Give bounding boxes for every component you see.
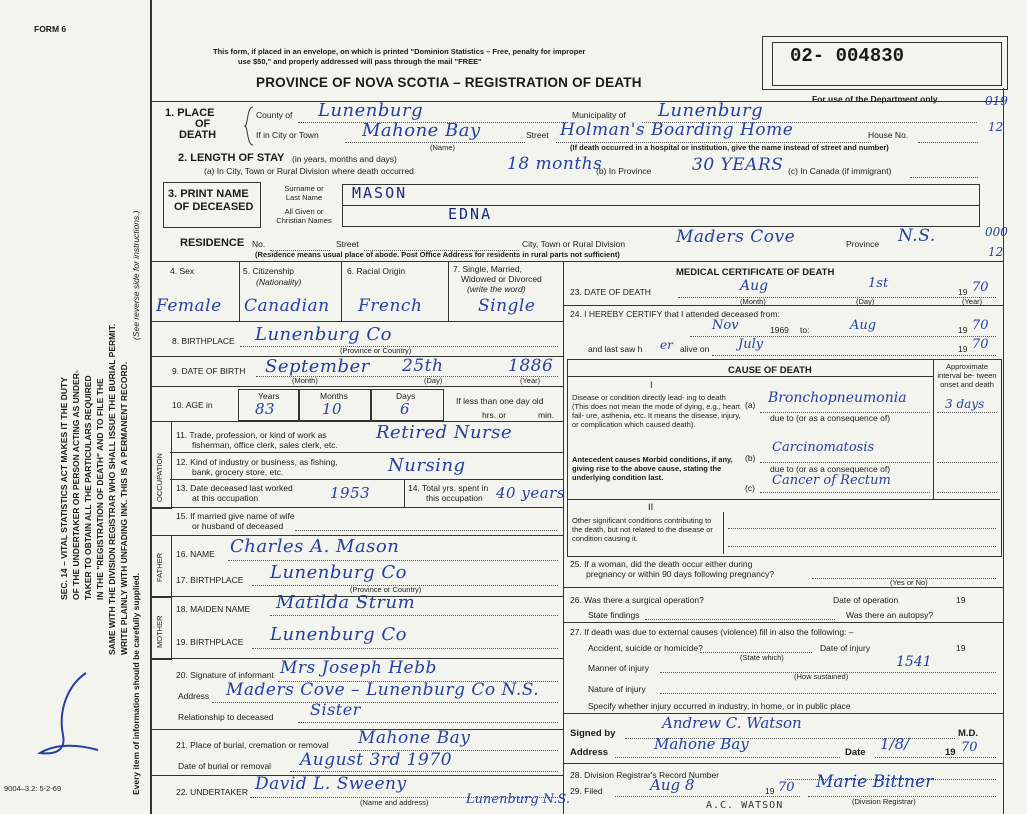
attended-from-month: Nov <box>712 318 739 333</box>
death-year-prefix: 19 <box>958 287 968 297</box>
state-findings-label: State findings <box>588 610 640 620</box>
age-label: 10. AGE in <box>172 400 213 410</box>
mother-birthplace-value: Lunenburg Co <box>270 624 407 645</box>
sex-value: Female <box>156 296 222 316</box>
racial-label: 6. Racial Origin <box>347 266 406 276</box>
filed-line <box>615 796 800 797</box>
due-to-a: due to (or as a consequence of) <box>770 413 891 423</box>
margin-divider <box>150 0 152 814</box>
death-month: Aug <box>740 278 769 294</box>
interval-divider <box>933 359 934 499</box>
cert-date-value: 1/8/ <box>880 735 910 753</box>
citizenship-label: 5. Citizenship <box>243 266 295 276</box>
county-value: Lunenburg <box>318 100 424 121</box>
side-text-bottom: Every item of information should be carefully supplied. <box>131 573 141 795</box>
father-birthplace-hint: (Province or Country) <box>350 585 422 594</box>
marital-label: 7. Single, Married, Widowed or Divorced (write the word) <box>453 264 542 294</box>
filed-value: Aug 8 <box>650 776 695 794</box>
last-saw-year: 70 <box>972 337 989 352</box>
sex-label: 4. Sex <box>170 266 195 276</box>
side-text-line6: WRITE PLAINLY WITH UNFADING INK. THIS IS A PERMANENT RECORD. <box>119 361 129 655</box>
mother-maiden-line <box>270 615 558 616</box>
dept-code-3: 000 <box>985 225 1008 239</box>
accident-label: Accident, suicide or homicide? <box>588 643 703 653</box>
burial-date-label: Date of burial or removal <box>178 761 272 771</box>
col-div-1 <box>239 261 240 321</box>
other-divider <box>723 512 724 554</box>
relationship-value: Sister <box>310 700 361 719</box>
antecedent-label: Antecedent causes Morbid conditions, if any, giving rise to the above cause, stating the underlying condition last. <box>572 455 733 482</box>
surname-label: Surname or Last Name <box>284 184 324 202</box>
mother-maiden-label: 18. MAIDEN NAME <box>176 604 251 614</box>
attended-to-month: Aug <box>850 318 877 333</box>
racial-value: French <box>358 296 423 316</box>
signed-by-label: Signed by <box>570 728 616 739</box>
stay-c-label: (c) In Canada (if immigrant) <box>788 166 892 176</box>
top-rule <box>150 101 1003 102</box>
side-text-line3: TAKER TO OBTAIN ALL THE PARTICULARS REQUIRED <box>83 375 93 600</box>
attended-line <box>690 336 996 337</box>
attended-to-year: 70 <box>972 318 989 333</box>
signed-by-value: Andrew C. Watson <box>662 714 802 732</box>
nature-label: Nature of injury <box>588 684 646 694</box>
residence-province-value: N.S. <box>898 226 936 246</box>
birthplace-label: 8. BIRTHPLACE <box>172 336 235 346</box>
row-rule-3 <box>150 386 563 387</box>
relationship-label: Relationship to deceased <box>178 712 274 722</box>
age-months-value: 10 <box>322 400 343 418</box>
informant-label: 20. Signature of informant <box>176 670 274 680</box>
q11-label: 11. Trade, profession, or kind of work as fisherman, office clerk, sales clerk, etc. <box>176 430 338 450</box>
death-date-line <box>678 297 996 298</box>
residence-division-value: Maders Cove <box>676 227 796 247</box>
cause-b-value: Carcinomatosis <box>772 440 875 455</box>
specify-label: Specify whether injury occurred in industry, in home, or in public place <box>588 701 851 711</box>
form-number: FORM 6 <box>34 24 67 34</box>
q14-value: 40 years <box>496 484 566 502</box>
mother-maiden-value: Matilda Strum <box>276 592 416 613</box>
q25-label2: pregnancy or within 90 days following pregnancy? <box>586 569 775 579</box>
father-birthplace-value: Lunenburg Co <box>270 562 407 583</box>
attended-to-label: to: <box>800 325 810 335</box>
q24-label: 24. I HEREBY CERTIFY that I attended deceased from: <box>570 309 780 319</box>
stay-c-line <box>910 177 978 178</box>
row-rule-5 <box>150 507 563 508</box>
undertaker-hint: (Name and address) <box>360 798 429 807</box>
how-sustained-hint: (How sustained) <box>794 672 849 681</box>
informant-signature: Mrs Joseph Hebb <box>280 658 437 678</box>
q27-label: 27. If death was due to external causes (violence) fill in also the following: – <box>570 627 854 637</box>
stay-b-label: (b) In Province <box>596 166 652 176</box>
filed-year: 70 <box>778 780 795 795</box>
nature-line <box>660 693 996 694</box>
due-to-b: due to (or as a consequence of) <box>770 464 891 474</box>
form-code: 9004–3.2: 5-2-69 <box>4 784 62 793</box>
dob-year-hint: (Year) <box>520 376 541 385</box>
notice-line1: This form, if placed in an envelope, on which is printed "Dominion Statistics – Free, penalty for improper <box>213 47 586 56</box>
last-saw-label: and last saw h <box>588 344 643 354</box>
father-side-label: FATHER <box>155 552 164 582</box>
occ-rule-2 <box>170 479 563 480</box>
attended-to-year-prefix: 19 <box>958 325 968 335</box>
death-day: 1st <box>868 276 889 291</box>
last-saw-year-prefix: 19 <box>958 344 968 354</box>
cause-b-letter: (b) <box>745 453 756 463</box>
dob-month-hint: (Month) <box>292 376 318 385</box>
q13-value: 1953 <box>330 484 371 502</box>
roman-two: II <box>648 502 654 513</box>
side-text-italic: (See reverse side for instructions.) <box>131 210 141 340</box>
op-date-label: Date of operation <box>833 595 899 605</box>
citizenship-hint: (Nationality) <box>256 277 302 287</box>
residence-hint: (Residence means usual place of abode. Post Office Address for residents in rural parts not sufficient) <box>255 250 620 259</box>
manner-label: Manner of injury <box>588 663 649 673</box>
age-months-label: Months <box>320 391 348 401</box>
father-name-label: 16. NAME <box>176 549 215 559</box>
side-text-line5: SAME WITH THE DIVISION REGISTRAR WHO SHALL ISSUE THE BURIAL PERMIT. <box>107 323 117 655</box>
burial-date-line <box>290 771 558 772</box>
place-label: 1. PLACE OF DEATH <box>165 107 217 141</box>
informant-address-line <box>212 702 558 703</box>
house-line <box>918 142 978 143</box>
autopsy-label: Was there an autopsy? <box>846 610 934 620</box>
dob-day-hint: (Day) <box>424 376 443 385</box>
interval-c-line <box>937 492 997 493</box>
age-years-value: 83 <box>255 400 276 418</box>
q23-label: 23. DATE OF DEATH <box>570 287 651 297</box>
med-rule-1 <box>563 305 1003 306</box>
other-conditions-label: Other significant conditions contributing to the death, but not related to the disease or condition causing it. <box>572 516 713 543</box>
city-value: Mahone Bay <box>362 120 481 141</box>
stay-label: 2. LENGTH OF STAY <box>178 152 285 164</box>
findings-line <box>645 619 835 620</box>
death-year: 70 <box>972 280 989 295</box>
given-label: All Given or Christian Names <box>276 207 332 225</box>
age-years-label: Years <box>258 391 280 401</box>
alive-on-label: alive on <box>680 344 710 354</box>
dept-code-2: 12 <box>988 120 1004 134</box>
age-days-label: Days <box>396 391 416 401</box>
notice-line2: use $50," and properly addressed will pass through the mail "FREE" <box>238 57 482 66</box>
section-rule <box>150 261 1003 262</box>
cause-c-line <box>760 492 930 493</box>
given-box <box>342 205 980 227</box>
side-text-line4: IN THE "REGISTRATION OF DEATH" AND TO FILE THE <box>95 378 105 600</box>
occ-col-div <box>404 479 405 507</box>
cert-date-label: Date <box>845 747 866 758</box>
cause-title: CAUSE OF DEATH <box>728 365 812 376</box>
father-name-value: Charles A. Mason <box>230 536 400 557</box>
attended-from-year: 1969 <box>770 325 789 335</box>
row-rule-1 <box>150 321 563 322</box>
informant-address: Maders Cove – Lunenburg Co N.S. <box>226 680 540 700</box>
age-days-value: 6 <box>400 400 411 418</box>
page-title: PROVINCE OF NOVA SCOTIA – REGISTRATION OF DEATH <box>256 75 642 90</box>
relationship-line <box>298 722 558 723</box>
death-year-hint: (Year) <box>962 297 983 306</box>
cause-c-letter: (c) <box>745 483 755 493</box>
hospital-hint: (If death occurred in a hospital or institution, give the name instead of street and number) <box>570 143 889 152</box>
residence-division-label: City, Town or Rural Division <box>522 239 626 249</box>
q14-label: 14. Total yrs. spent in this occupation <box>408 483 489 503</box>
occ-rule-1 <box>170 452 563 453</box>
q29-label: 29. Filed <box>570 786 603 796</box>
residence-street-label: Street <box>336 239 359 249</box>
father-name-line <box>228 560 558 561</box>
col-div-3 <box>448 261 449 321</box>
cert-date-year: 70 <box>961 740 978 755</box>
q25-label1: 25. If a woman, did the death occur either during <box>570 559 753 569</box>
med-rule-2 <box>563 587 1003 588</box>
q12-label: 12. Kind of industry or business, as fishing, bank, grocery store, etc. <box>176 457 338 477</box>
last-saw-month: July <box>738 337 764 352</box>
registrar-initial-mark <box>28 665 108 765</box>
q13-label: 13. Date deceased last worked at this occupation <box>176 483 293 503</box>
manner-value: 1541 <box>896 654 932 670</box>
occupation-side-label: OCCUPATION <box>155 453 164 502</box>
spouse-label: 15. If married give name of wife or husband of deceased <box>176 511 295 531</box>
dob-year: 1886 <box>508 356 554 376</box>
undertaker-label: 22. UNDERTAKER <box>176 787 248 797</box>
death-month-hint: (Month) <box>740 297 766 306</box>
yes-no-hint: (Yes or No) <box>890 578 928 587</box>
mother-birthplace-line <box>252 648 558 649</box>
interval-b-line <box>937 462 997 463</box>
burial-place-label: 21. Place of burial, cremation or removal <box>176 740 329 750</box>
dept-code-1: 019 <box>985 94 1008 108</box>
filed-year-prefix: 19 <box>765 786 775 796</box>
dept-code-4: 12 <box>988 245 1004 259</box>
division-registrar-label: (Division Registrar) <box>852 797 916 806</box>
house-label: House No. <box>868 130 909 140</box>
q28-label: 28. Division Registrar's Record Number <box>570 770 720 780</box>
hrs-label: hrs. or <box>482 410 507 420</box>
injury-date-label: Date of injury <box>820 643 871 653</box>
residence-province-label: Province <box>846 239 880 249</box>
interval-label: Approximate interval be- tween onset and death <box>937 362 997 389</box>
stay-hint: (in years, months and days) <box>292 154 397 164</box>
cause-a-value: Bronchopneumonia <box>768 390 907 406</box>
burial-date-value: August 3rd 1970 <box>300 750 453 770</box>
med-rule-3 <box>563 622 1003 623</box>
birthplace-value: Lunenburg Co <box>255 324 392 345</box>
roman-one: I <box>650 380 653 391</box>
row-rule-9 <box>150 729 563 730</box>
dob-month: September <box>265 356 370 377</box>
cert-date-year-prefix: 19 <box>945 747 956 758</box>
medical-title: MEDICAL CERTIFICATE OF DEATH <box>676 267 835 278</box>
registration-number: 02- 004830 <box>790 45 905 67</box>
col-div-2 <box>341 261 342 321</box>
informant-address-label: Address <box>178 691 210 701</box>
stay-a-label: (a) In City, Town or Rural Division where death occurred <box>204 166 414 176</box>
cert-address-label: Address <box>570 747 609 758</box>
min-label: min. <box>538 410 555 420</box>
surname-box <box>342 184 980 206</box>
street-value: Holman's Boarding Home <box>560 120 794 140</box>
marital-value: Single <box>478 296 536 316</box>
registrar-signature: Marie Bittner <box>816 772 934 792</box>
municipality-label: Municipality of <box>572 110 626 120</box>
cause-a-interval: 3 days <box>945 397 985 411</box>
middle-divider <box>563 261 564 814</box>
other-line-2 <box>728 546 996 547</box>
cert-date-line <box>875 757 996 758</box>
cert-address-line <box>615 757 840 758</box>
stay-b-value: 30 YEARS <box>692 155 784 175</box>
county-label: County of <box>256 110 293 120</box>
cause-c-value: Cancer of Rectum <box>772 473 891 488</box>
cause-title-rule <box>568 376 933 377</box>
mother-side-label: MOTHER <box>155 615 164 648</box>
med-rule-5 <box>563 763 1003 764</box>
right-border <box>1003 88 1004 814</box>
citizenship-value: Canadian <box>244 296 330 316</box>
street-label: Street <box>526 130 549 140</box>
state-which-hint: (State which) <box>740 653 784 662</box>
last-saw-line <box>712 355 996 356</box>
place-brace <box>244 106 254 146</box>
cause-a-letter: (a) <box>745 400 756 410</box>
city-label: If in City or Town <box>256 130 319 140</box>
side-text-line1: SEC. 14 – VITAL STATISTICS ACT MAKES IT THE DUTY <box>59 377 69 600</box>
undertaker-value: David L. Sweeny <box>255 774 407 794</box>
deceased-name-label: 3. PRINT NAME OF DECEASED <box>168 188 254 213</box>
birthplace-hint: (Province or Country) <box>340 346 412 355</box>
direct-cause-label: Disease or condition directly lead- ing to death (This does not mean the mode of dying, e.g., heart fail- ure, asthenia, etc. It means the disease, injury, or complication which caused death). <box>572 393 741 429</box>
cert-address-value: Mahone Bay <box>654 735 749 753</box>
md-label: M.D. <box>958 728 979 739</box>
given-value: EDNA <box>448 205 493 223</box>
other-line-1 <box>728 528 996 529</box>
injury-year: 19 <box>956 643 966 653</box>
dob-day: 25th <box>402 356 444 376</box>
mother-birthplace-label: 19. BIRTHPLACE <box>176 637 244 647</box>
interval-a-line <box>937 412 997 413</box>
cause-b-line <box>760 462 930 463</box>
surname-value: MASON <box>352 184 408 202</box>
undertaker-address: Lunenburg N.S. <box>466 792 571 807</box>
dob-label: 9. DATE OF BIRTH <box>172 366 246 376</box>
dept-use-label: For use of the Department only <box>812 94 938 104</box>
side-text-line2: OF THE UNDERTAKER OR PERSON ACTING AS UNDER- <box>71 370 81 600</box>
q11-value: Retired Nurse <box>376 422 513 443</box>
stay-a-value: 18 months <box>507 154 603 174</box>
municipality-value: Lunenburg <box>658 100 764 121</box>
father-birthplace-label: 17. BIRTHPLACE <box>176 575 244 585</box>
spouse-line <box>295 530 557 531</box>
burial-place-value: Mahone Bay <box>358 728 471 748</box>
last-saw-h: er <box>660 338 673 352</box>
death-day-hint: (Day) <box>856 297 875 306</box>
op-year: 19 <box>956 595 966 605</box>
residence-no-label: No. <box>252 239 266 249</box>
residence-label: RESIDENCE <box>180 237 245 249</box>
q12-value: Nursing <box>388 455 466 476</box>
less-day-label: If less than one day old <box>456 396 544 406</box>
name-hint: (Name) <box>430 143 456 152</box>
watson-stamp: A.C. WATSON <box>706 800 784 811</box>
cause-mid-rule <box>568 499 1000 500</box>
q26-label: 26. Was there a surgical operation? <box>570 595 704 605</box>
